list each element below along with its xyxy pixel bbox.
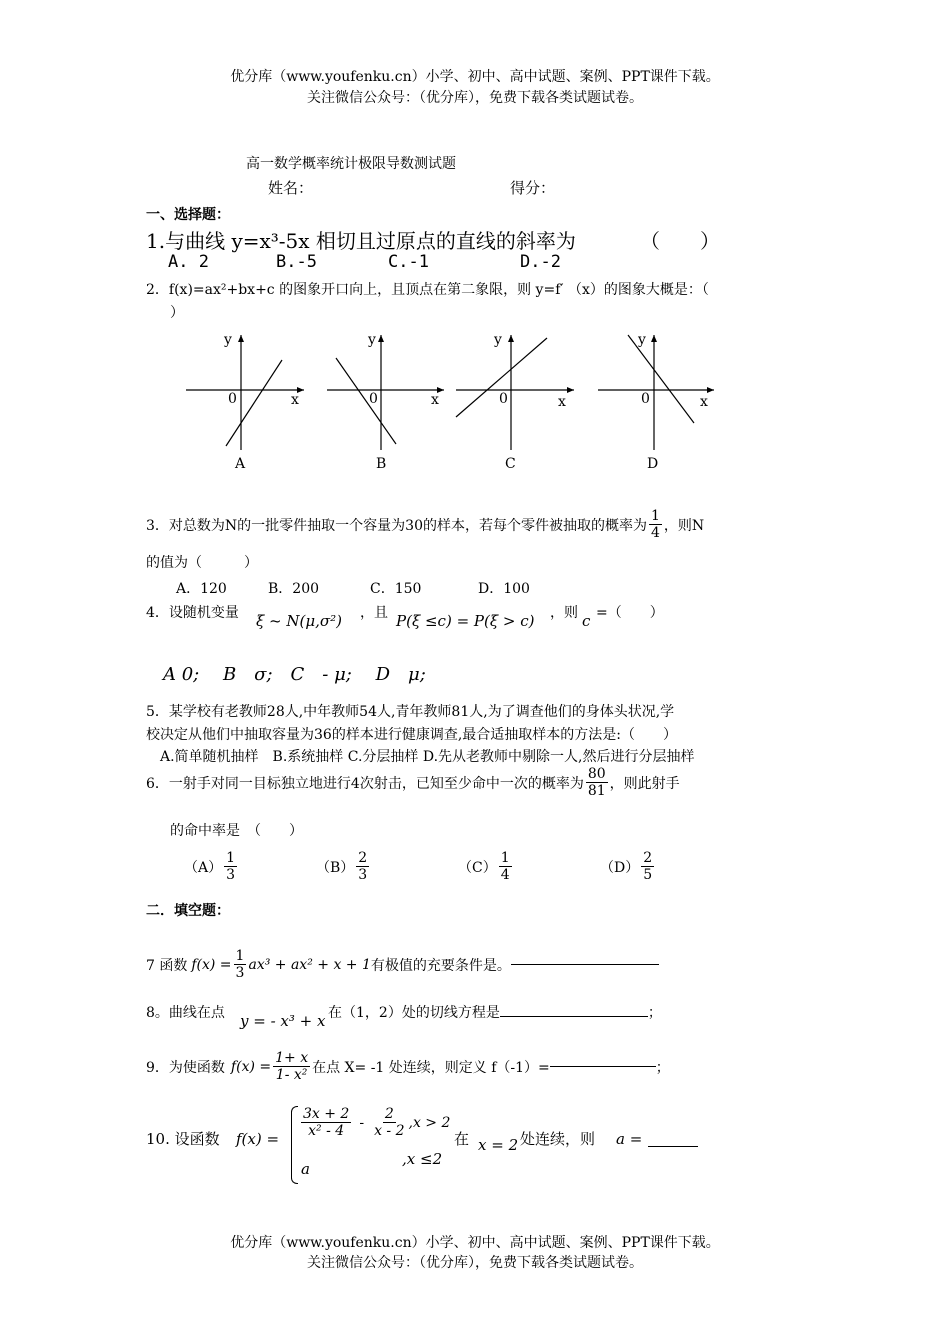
q9-fx: f(x) =: [230, 1058, 272, 1075]
graph-b: [327, 332, 444, 472]
q6-option-c-num: 1: [500, 850, 510, 866]
q9-end: ；: [655, 1059, 670, 1076]
q6-stem-text: 6．一射手对同一目标独立地进行4次射击，已知至少命中一次的概率为: [146, 775, 584, 792]
q6-frac-num: 80: [587, 766, 606, 782]
q4-answer-paren: =（ ）: [596, 605, 664, 621]
q3-stem: [146, 508, 704, 541]
q5-line1: 5．某学校有老教师28人,中年教师54人,青年教师81人,为了调查他们的身体头状况,学: [146, 704, 675, 720]
q7-frac-den: 3: [235, 965, 245, 981]
graph-c: [456, 332, 574, 472]
q6-option-d-den: 5: [643, 867, 653, 883]
graph-c-y-label: y: [494, 332, 502, 348]
graph-a-x-label: x: [291, 392, 299, 408]
section-choice-heading: 一、选择题：: [146, 207, 230, 223]
q4-post: ，则: [550, 605, 578, 621]
q9-frac-den: 1- x²: [275, 1067, 308, 1083]
name-label: 姓名：: [268, 179, 314, 197]
graph-a-origin: 0: [228, 391, 237, 407]
q6-option-c-label: （C）: [458, 859, 497, 876]
q8-pre: 8。曲线在点: [146, 1005, 225, 1021]
graph-b-label: B: [376, 456, 387, 472]
q10-fx: f(x) =: [236, 1130, 280, 1148]
q7-frac-num: 1: [235, 948, 245, 964]
q6-option-d-num: 2: [643, 850, 653, 866]
q9-post: 在点 X= -1 处连续，则定义 f（-1）=: [312, 1059, 550, 1076]
graph-d-y-label: y: [638, 332, 646, 348]
q9-stem: [146, 1050, 670, 1083]
graph-c-x-label: x: [558, 394, 566, 410]
q10-piecewise-brace: [291, 1106, 298, 1184]
section-fill-heading: 二．填空题：: [146, 903, 230, 919]
score-label: 得分：: [510, 179, 556, 197]
q10-answer-blank[interactable]: [648, 1146, 698, 1147]
graph-b-origin: 0: [369, 391, 378, 407]
q10-p1b-num: 2: [384, 1106, 394, 1122]
q5-line2: 校决定从他们中抽取容量为36的样本进行健康调查,最合适抽取样本的方法是:（ ）: [146, 727, 677, 743]
q10-p1-cond: ,x > 2: [408, 1114, 451, 1131]
q1-option-b: B.-5: [276, 252, 317, 272]
graph-d-origin: 0: [641, 391, 650, 407]
graph-b-x-label: x: [431, 392, 439, 408]
q1-option-a: A. 2: [168, 252, 209, 272]
q7-stem: [146, 948, 659, 981]
q7-pre: 7 函数: [146, 957, 188, 974]
graph-a-label: A: [235, 456, 246, 472]
q6-stem-tail: ，则此射手: [609, 775, 680, 792]
q9-frac-num: 1+ x: [275, 1050, 309, 1066]
graph-b-y-label: y: [368, 332, 376, 348]
graph-d-x-label: x: [700, 394, 708, 410]
q7-answer-blank[interactable]: [511, 964, 659, 965]
q6-option-c-den: 4: [500, 867, 510, 883]
q10-var: a =: [616, 1130, 643, 1148]
q7-post: 有极值的充要条件是。: [370, 957, 511, 974]
q6-fraction: [586, 766, 608, 799]
q8-post: 在（1，2）处的切线方程是: [328, 1005, 500, 1021]
footer-line-1: 优分库（www.youfenku.cn）小学、初中、高中试题、案例、PPT课件下载。: [230, 1235, 720, 1251]
q8-expr: y = - x³ + x: [240, 1012, 326, 1030]
graph-b-line: [336, 358, 396, 444]
q3-option-b: B．200: [268, 581, 320, 597]
q3-frac-den: 4: [650, 525, 660, 541]
q1-option-c: C.-1: [388, 252, 429, 272]
q8-answer-blank[interactable]: [500, 1016, 648, 1017]
q3-stem-line2: 的值为（ ）: [146, 555, 258, 571]
q10-piece-1: [299, 1106, 450, 1139]
page-title: 高一数学概率统计极限导数测试题: [246, 156, 456, 172]
q6-option-a-num: 1: [226, 850, 236, 866]
q10-pre: 10. 设函数: [146, 1130, 220, 1148]
graph-a: [186, 332, 304, 472]
q6-stem: [146, 766, 680, 799]
q6-option-b-num: 2: [358, 850, 368, 866]
q6-frac-den: 81: [587, 783, 606, 799]
q5-options: A.简单随机抽样 B.系统抽样 C.分层抽样 D.先从老教师中剔除一人,然后进行分层抽样: [160, 749, 695, 765]
footer-line-2: 关注微信公众号：（优分库），免费下载各类试题试卷。: [307, 1255, 643, 1271]
q3-stem-tail: ，则N: [663, 517, 705, 534]
q1-stem: 1.与曲线 y=x³-5x 相切且过原点的直线的斜率为: [146, 229, 576, 253]
q9-answer-blank[interactable]: [550, 1066, 656, 1067]
q10-p1b-den: x - 2: [374, 1123, 405, 1139]
q2-graphs: [0, 320, 950, 480]
q6-option-a-den: 3: [226, 867, 236, 883]
q10-p2-val: a: [301, 1160, 310, 1178]
q6-line2: 的命中率是 （ ）: [170, 823, 303, 839]
q10-p1a-num: 3x + 2: [303, 1106, 350, 1122]
q1-option-d: D.-2: [520, 252, 561, 272]
q6-option-a-label: （A）: [184, 859, 223, 876]
graph-d-line: [628, 335, 694, 423]
q4-var: c: [582, 612, 591, 630]
q10-post: 处连续，则: [520, 1130, 596, 1148]
q8-end: ；: [647, 1005, 662, 1021]
q2-stem: 2．f(x)=ax²+bx+c 的图象开口向上，且顶点在第二象限，则 y=f′ （x）的图象大概是：（: [146, 282, 709, 298]
q10-mid: 在: [454, 1130, 470, 1148]
q7-expr: ax³ + ax² + x + 1: [248, 956, 371, 973]
graph-c-origin: 0: [499, 391, 508, 407]
q3-fraction: [649, 508, 662, 541]
q2-stem-close: ）: [170, 305, 184, 321]
q6-option-b: [316, 850, 371, 883]
graph-d-label: D: [647, 456, 659, 472]
q4-mid: ，且: [360, 605, 388, 621]
q4-condition: P(ξ ≤c) = P(ξ > c): [396, 612, 535, 630]
q6-option-a: [184, 850, 239, 883]
q3-frac-num: 1: [650, 508, 660, 524]
header-line-1: 优分库（www.youfenku.cn）小学、初中、高中试题、案例、PPT课件下载。: [230, 69, 720, 85]
graph-d: [598, 332, 714, 472]
q7-fx: f(x) =: [191, 956, 232, 973]
q6-option-b-label: （B）: [316, 859, 355, 876]
q3-option-c: C．150: [370, 581, 422, 597]
q8-stem-tail: [328, 1002, 662, 1022]
q10-p2-cond: ,x ≤2: [402, 1150, 443, 1168]
graph-a-y-label: y: [224, 332, 232, 348]
q1-answer-paren: （ ）: [640, 229, 720, 253]
q6-option-c: [458, 850, 514, 883]
q6-option-b-den: 3: [358, 867, 368, 883]
q4-distribution: ξ ~ N(μ,σ²): [256, 612, 342, 630]
q3-stem-text: 3．对总数为N的一批零件抽取一个容量为30的样本，若每个零件被抽取的概率为: [146, 517, 647, 534]
q10-p1a-den: x² - 4: [308, 1123, 345, 1139]
header-line-2: 关注微信公众号：（优分库），免费下载各类试题试卷。: [307, 90, 643, 106]
q10-point: x = 2: [478, 1136, 519, 1154]
q10-p1-minus: -: [359, 1114, 365, 1131]
graph-c-label: C: [505, 456, 516, 472]
q3-option-d: D．100: [478, 581, 530, 597]
q6-option-d: [600, 850, 656, 883]
q9-pre: 9．为使函数: [146, 1059, 225, 1076]
q6-option-d-label: （D）: [600, 859, 640, 876]
q4-options: A 0; B σ; C - μ; D μ;: [163, 664, 426, 685]
q3-option-a: A．120: [176, 581, 227, 597]
q4-pre: 4．设随机变量: [146, 605, 239, 621]
